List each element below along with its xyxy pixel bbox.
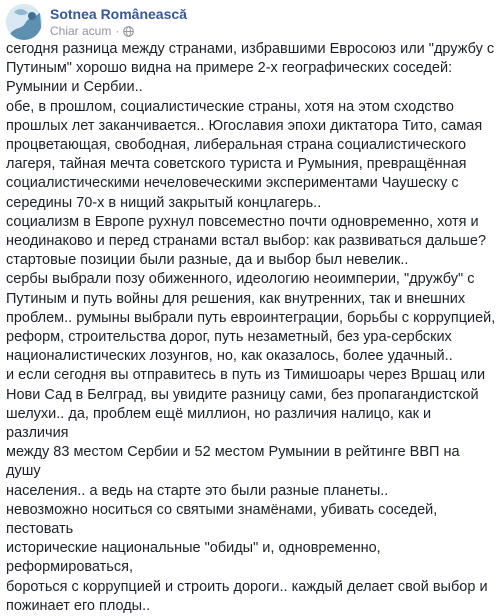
post-paragraph-1: сегодня разница между странами, избравшими Евросоюз или "дружбу с Путиным" хорошо видна на примере 2-х географических соседей: Румынии и Сербии.. <box>6 41 495 96</box>
post-header <box>6 3 187 41</box>
separator-dot: · <box>115 23 120 38</box>
author-name[interactable]: Sotnea Românească <box>50 5 187 22</box>
post-body <box>6 40 496 616</box>
globe-icon[interactable] <box>123 26 134 37</box>
post-paragraph-3: социализм в Европе рухнул повсеместно почти одновременно, хотя и неодинаково и перед странами встал выбор: как развиваться дальше? стартовые позиции были разные, да и выбор был невелик.. <box>6 213 487 269</box>
post-paragraph-2: обе, в прошлом, социалистические страны, хотя на этом сходство прошлых лет заканчивается.. Югославия эпохи диктатора Тито, самая процветающая, свободная, либеральная страна социалистического лагеря, тайная мечта советского туриста и Румыния, превращённая социалистическими нечеловеческими экспериментами Чаушеску с середины 70-х в нищий закрытый концлагерь.. <box>6 98 483 211</box>
avatar-image <box>6 4 42 40</box>
post-time[interactable]: Chiar acum <box>50 23 112 38</box>
avatar[interactable] <box>6 4 42 40</box>
post-subline <box>50 24 187 39</box>
post-meta <box>50 6 187 39</box>
post-paragraph-6: невозможно носиться со святыми знамёнами, убивать соседей, пестовать исторические национальные "обиды" и, одновременно, реформироваться, бороться с коррупцией и строить дороги.. каждый делает свой выбор и пожинает его плоды.. <box>6 501 488 614</box>
post-paragraph-4: сербы выбрали позу обиженного, идеологию неоимперии, "дружбу" с Путиным и путь войны для решения, как внутренних, так и внешних проблем.. румыны выбрали путь евроинтеграции, борьбы с коррупцией, реформ, строительства дорог, путь незаметный, без ура-сербских националистических лозунгов, но, как оказалось, более удачный.. <box>6 271 496 365</box>
post-paragraph-5: и если сегодня вы отправитесь в путь из Тимишоары через Вршац или Нови Сад в Белград, вы увидите разницу сами, без пропагандистской шелухи.. да, проблем ещё миллион, но различия налицо, как и различия между 83 местом Сербии и 52 местом Румынии в рейтинге ВВП на душу населения.. а ведь на старте это были разные планеты.. <box>6 367 486 499</box>
